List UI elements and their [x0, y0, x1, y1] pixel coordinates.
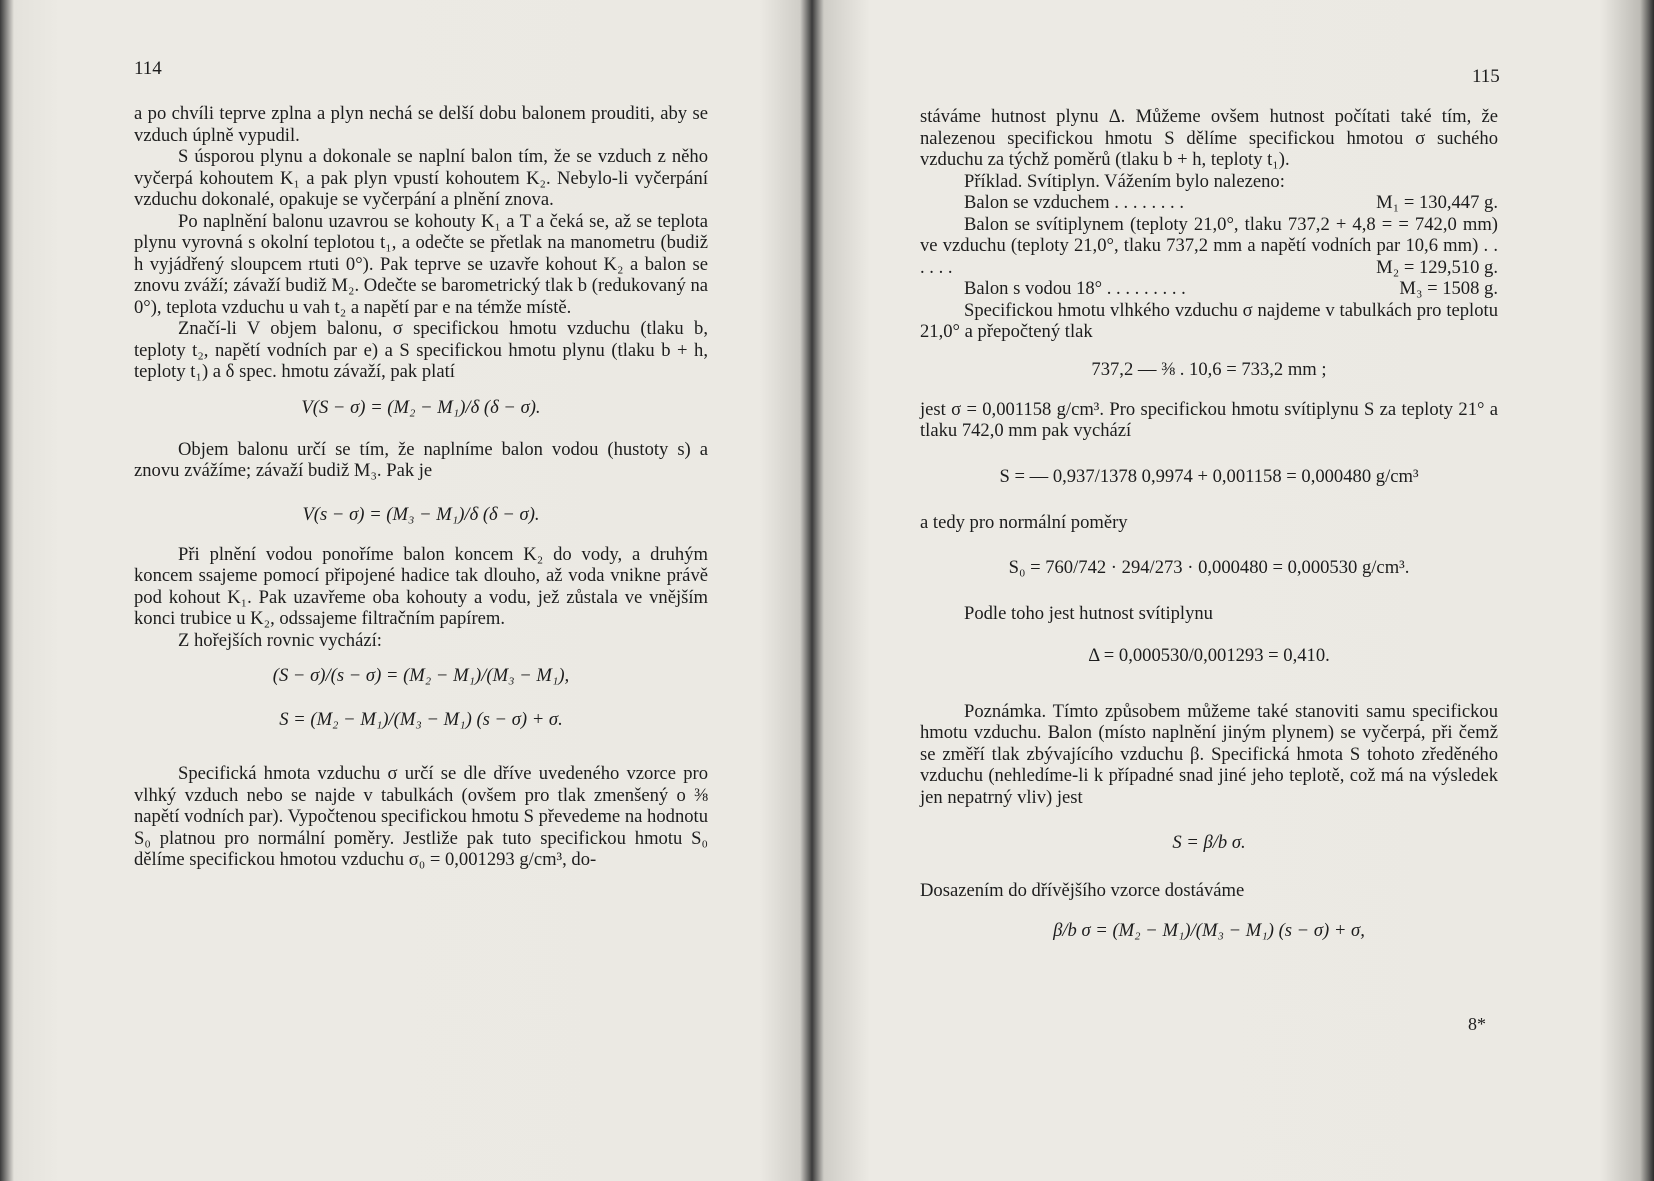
equation: Δ = 0,000530/0,001293 = 0,410.	[1088, 644, 1330, 666]
paragraph: Příklad. Svítiplyn. Vážením bylo nalezeno:	[964, 170, 1285, 192]
paragraph: stáváme hutnost plynu Δ. Můžeme ovšem hutnost počítati také tím, že nalezenou specifickou hmotu S dělíme specifickou hmotou σ suchého vzduchu za týchž poměrů (tlaku b + h, teploty t₁).	[920, 106, 1498, 170]
left-page	[0, 0, 812, 1181]
equation: V(s − σ) = (M₃ − M₁)/δ (δ − σ).	[302, 503, 540, 525]
paragraph: Po naplnění balonu uzavrou se kohouty K₁ a T a čeká se, až se teplota plynu vyrovná s okolní teplotou t₁, a odečte se přetlak na manometru (budiž h vyjádřený sloupcem rtuti 0°). Pak teprve se uzavře kohout K₂ a balon se znovu zváží; závaží budiž M₂. Odečte se barometrický tlak b (redukovaný na 0°), teplota vzduchu u vah t₂ a napětí par e na témže místě.	[134, 210, 708, 318]
page-number: 114	[134, 58, 162, 79]
paragraph: a tedy pro normální poměry	[920, 511, 1128, 533]
signature-mark: 8*	[1468, 1014, 1486, 1034]
equation: S = — 0,937/1378 0,9974 + 0,001158 = 0,000480 g/cm³	[999, 465, 1419, 487]
equation: S = β/b σ.	[1172, 832, 1246, 853]
paragraph: Poznámka. Tímto způsobem můžeme také stanoviti samu specifickou hmotu vzduchu. Balon (místo naplnění jiným plynem) se vyčerpá, při čemž se změří tlak zbývajícího vzduchu β. Specifická hmota S tohoto zředěného vzduchu (nehledíme-li k případné snad jiné jeho teplotě, což má na výsledek jen nepatrný vliv) jest	[920, 700, 1498, 808]
page-number: 115	[1472, 66, 1500, 87]
paragraph: Podle toho jest hutnost svítiplynu	[964, 603, 1213, 624]
left-page-body	[134, 103, 708, 871]
equation: S₀ = 760/742 · 294/273 · 0,000480 = 0,000530 g/cm³.	[1008, 557, 1410, 578]
paragraph: Objem balonu určí se tím, že naplníme balon vodou (hustoty s) a znovu zvážíme; závaží budiž M₃. Pak je	[134, 438, 708, 481]
paragraph: Značí-li V objem balonu, σ specifickou hmotu vzduchu (tlaku b, teploty t₂, napětí vodních par e) a S specifickou hmotu plynu (tlaku b + h, teploty t₁) a δ spec. hmotu závaží, pak platí	[134, 318, 708, 382]
measurement-row: Balon se vzduchem . . . . . . . . M₁ = 130,447 g.	[964, 192, 1498, 213]
equation: S = (M₂ − M₁)/(M₃ − M₁) (s − σ) + σ.	[279, 709, 563, 730]
right-page-body	[920, 106, 1498, 962]
paragraph: Specifickou hmotu vlhkého vzduchu σ najdeme v tabulkách pro teplotu 21,0° a přepočtený tlak	[920, 299, 1498, 342]
measurement-row: Balon se svítiplynem (teploty 21,0°, tlaku 737,2 + 4,8 = = 742,0 mm) ve vzduchu (teploty 21,0°, tlaku 737,2 mm a napětí vodních par 10,6 mm) . . . . . . M₂ = 129,510 g.	[920, 213, 1498, 278]
paragraph: jest σ = 0,001158 g/cm³. Pro specifickou hmotu svítiplynu S za teploty 21° a tlaku 742,0 mm pak vychází	[920, 398, 1498, 441]
equation: 737,2 — ⅜ . 10,6 = 733,2 mm ;	[1091, 358, 1327, 380]
equation: (S − σ)/(s − σ) = (M₂ − M₁)/(M₃ − M₁),	[272, 665, 570, 686]
paragraph: Specifická hmota vzduchu σ určí se dle dříve uvedeného vzorce pro vlhký vzduch nebo se najde v tabulkách (ovšem pro tlak zmenšený o ⅜ napětí vodních par). Vypočtenou specifickou hmotu S převedeme na hodnotu S₀ platnou pro normální poměry. Jestliže pak tuto specifickou hmotu S₀ dělíme specifickou hmotou vzduchu σ₀ = 0,001293 g/cm³, do-	[134, 763, 708, 870]
measurement-row: Balon s vodou 18° . . . . . . . . . M₃ = 1508 g.	[964, 278, 1498, 299]
paragraph: Při plnění vodou ponoříme balon koncem K₂ do vody, a druhým koncem ssajeme pomocí připojené hadice tak dlouho, až voda vnikne právě pod kohout K₁. Pak uzavřeme oba kohouty a vodu, jež zůstala ve vnějším konci trubice u K₂, odssajeme filtračním papírem.	[134, 543, 708, 629]
equation: β/b σ = (M₂ − M₁)/(M₃ − M₁) (s − σ) + σ,	[1053, 919, 1365, 941]
equation: V(S − σ) = (M₂ − M₁)/δ (δ − σ).	[301, 396, 541, 418]
paragraph: S úsporou plynu a dokonale se naplní balon tím, že se vzduch z něho vyčerpá kohoutem K₁ a pak plyn vpustí kohoutem K₂. Nebylo-li vyčerpání vzduchu dokonalé, opakuje se vyčerpání a plnění znova.	[134, 146, 708, 210]
right-page	[812, 0, 1654, 1181]
paragraph: a po chvíli teprve zplna a plyn nechá se delší dobu balonem prouditi, aby se vzduch úplně vypudil.	[134, 103, 708, 146]
paragraph: Z hořejších rovnic vychází:	[178, 629, 382, 651]
paragraph: Dosazením do dřívějšího vzorce dostáváme	[920, 880, 1245, 901]
